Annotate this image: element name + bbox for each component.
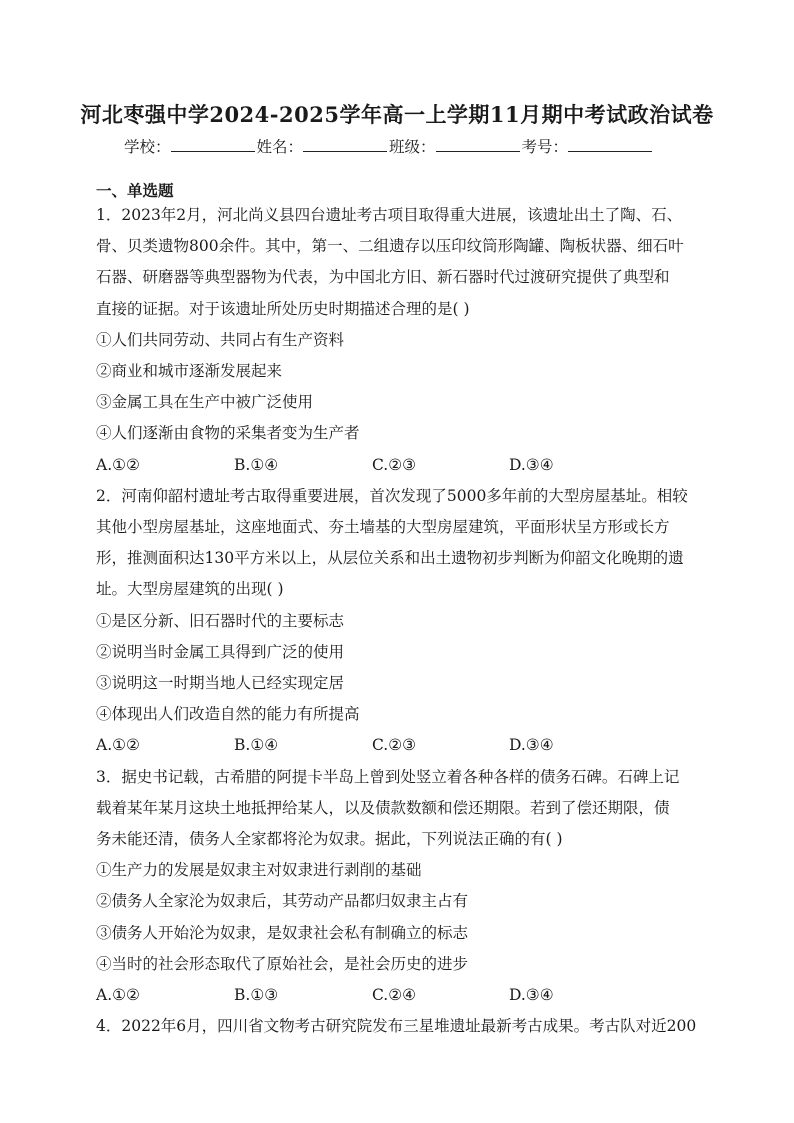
questions-body — [96, 200, 698, 1042]
statement-option: ④当时的社会形态取代了原始社会，是社会历史的进步 — [96, 954, 469, 973]
student-info-row — [124, 134, 684, 158]
statement-option: ③金属工具在生产中被广泛使用 — [96, 393, 314, 412]
question-3 — [96, 762, 698, 1012]
statement-option: ③说明这一时期当地人已经实现定居 — [96, 674, 345, 693]
question-2 — [96, 481, 698, 762]
answer-choice-d[interactable]: D.③④ — [509, 455, 554, 474]
answer-choices — [96, 730, 698, 761]
answer-choice-a[interactable]: A.①② — [96, 986, 140, 1005]
question-line: 址。大型房屋建筑的出现( ) — [96, 580, 284, 599]
number-label: 考号： — [521, 138, 569, 156]
question-4 — [96, 1011, 698, 1042]
question-line: 2．河南仰韶村遗址考古取得重要进展，首次发现了5000多年前的大型房屋基址。相较 — [96, 486, 688, 505]
question-line: 3．据史书记载，古希腊的阿提卡半岛上曾到处竖立着各种各样的债务石碑。石碑上记 — [96, 767, 680, 786]
question-line: 石器、研磨器等典型器物为代表，为中国北方旧、新石器时代过渡研究提供了典型和 — [96, 268, 670, 287]
statement-option: ①是区分新、旧石器时代的主要标志 — [96, 611, 345, 630]
statement-option: ④人们逐渐由食物的采集者变为生产者 — [96, 424, 360, 443]
statement-option: ②商业和城市逐渐发展起来 — [96, 362, 283, 381]
statement-option: ④体现出人们改造自然的能力有所提高 — [96, 705, 360, 724]
name-label: 姓名： — [256, 138, 304, 156]
name-blank[interactable] — [303, 134, 387, 152]
answer-choice-c[interactable]: C.②④ — [372, 986, 417, 1005]
question-line: 直接的证据。对于该遗址所处历史时期描述合理的是( ) — [96, 299, 470, 318]
question-line: 4．2022年6月，四川省文物考古研究院发布三星堆遗址最新考古成果。考古队对近200 — [96, 1017, 697, 1036]
answer-choices — [96, 450, 698, 481]
answer-choice-b[interactable]: B.①③ — [234, 986, 279, 1005]
class-blank[interactable] — [436, 134, 520, 152]
answer-choice-b[interactable]: B.①④ — [234, 455, 279, 474]
question-line: 形，推测面积达130平方米以上，从层位关系和出土遗物初步判断为仰韶文化晚期的遗 — [96, 549, 684, 568]
statement-option: ③债务人开始沦为奴隶，是奴隶社会私有制确立的标志 — [96, 923, 469, 942]
class-label: 班级： — [389, 138, 436, 156]
answer-choice-a[interactable]: A.①② — [96, 736, 140, 755]
school-label: 学校： — [124, 138, 171, 156]
question-line: 载着某年某月这块土地抵押给某人，以及债款数额和偿还期限。若到了偿还期限，债 — [96, 798, 670, 817]
number-blank[interactable] — [568, 134, 652, 152]
question-line: 1．2023年2月，河北尚义县四台遗址考古项目取得重大进展，该遗址出土了陶、石、 — [96, 206, 683, 224]
question-line: 其他小型房屋基址，这座地面式、夯土墙基的大型房屋建筑，平面形状呈方形或长方 — [96, 518, 670, 537]
statement-option: ②说明当时金属工具得到广泛的使用 — [96, 642, 345, 661]
question-line: 骨、贝类遗物800余件。其中，第一、二组遗存以压印纹筒形陶罐、陶板状器、细石叶 — [96, 237, 684, 256]
answer-choice-d[interactable]: D.③④ — [509, 736, 554, 755]
statement-option: ②债务人全家沦为奴隶后，其劳动产品都归奴隶主占有 — [96, 892, 469, 911]
answer-choice-a[interactable]: A.①② — [96, 455, 140, 474]
statement-option: ①人们共同劳动、共同占有生产资料 — [96, 330, 345, 349]
answer-choices — [96, 980, 698, 1011]
question-line: 务未能还清，债务人全家都将沦为奴隶。据此，下列说法正确的有( ) — [96, 830, 563, 849]
answer-choice-d[interactable]: D.③④ — [509, 986, 554, 1005]
answer-choice-c[interactable]: C.②③ — [372, 455, 417, 474]
school-blank[interactable] — [171, 134, 255, 152]
answer-choice-b[interactable]: B.①④ — [234, 736, 279, 755]
question-1 — [96, 200, 698, 481]
answer-choice-c[interactable]: C.②③ — [372, 736, 417, 755]
exam-title: 河北枣强中学2024-2025学年高一上学期11月期中考试政治试卷 — [80, 102, 714, 127]
statement-option: ①生产力的发展是奴隶主对奴隶进行剥削的基础 — [96, 861, 422, 880]
section-title: 一、单选题 — [96, 181, 174, 200]
